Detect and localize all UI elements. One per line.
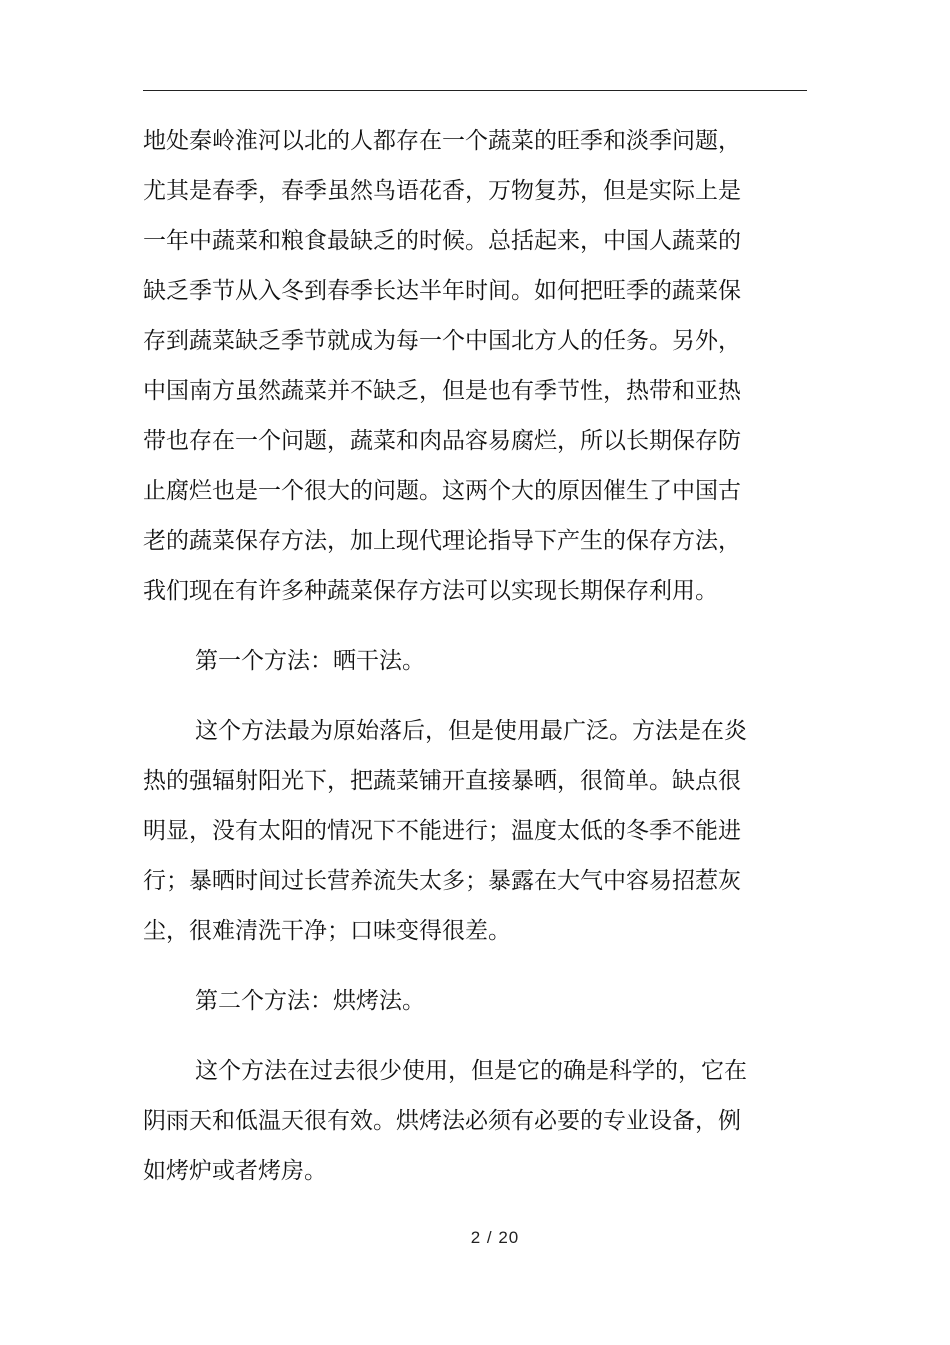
page-number: 2 / 20	[470, 1228, 520, 1247]
text-line: 存到蔬菜缺乏季节就成为每一个中国北方人的任务。另外，	[143, 328, 741, 354]
document-body	[143, 116, 753, 1196]
text-line: 热的强辐射阳光下，把蔬菜铺开直接暴晒，很简单。缺点很	[143, 768, 741, 794]
text-line: 我们现在有许多种蔬菜保存方法可以实现长期保存利用。	[143, 578, 718, 604]
text-line: 行；暴晒时间过长营养流失太多；暴露在大气中容易招惹灰	[143, 868, 741, 894]
heading-line: 第一个方法：晒干法。	[195, 648, 425, 674]
text-line: 如烤炉或者烤房。	[143, 1158, 327, 1184]
heading-line: 第二个方法：烘烤法。	[195, 988, 425, 1014]
text-line: 老的蔬菜保存方法，加上现代理论指导下产生的保存方法，	[143, 528, 741, 554]
text-line: 尤其是春季，春季虽然鸟语花香，万物复苏，但是实际上是	[143, 178, 741, 204]
paragraph-method-1	[143, 706, 753, 956]
text-line: 尘，很难清洗干净；口味变得很差。	[143, 918, 511, 944]
text-line: 这个方法最为原始落后，但是使用最广泛。方法是在炎	[195, 718, 747, 744]
text-line: 明显，没有太阳的情况下不能进行；温度太低的冬季不能进	[143, 818, 741, 844]
text-line: 中国南方虽然蔬菜并不缺乏，但是也有季节性，热带和亚热	[143, 378, 741, 404]
text-line: 止腐烂也是一个很大的问题。这两个大的原因催生了中国古	[143, 478, 741, 504]
text-line: 缺乏季节从入冬到春季长达半年时间。如何把旺季的蔬菜保	[143, 278, 741, 304]
paragraph-intro	[143, 116, 753, 616]
paragraph-method-2	[143, 1046, 753, 1196]
text-line: 一年中蔬菜和粮食最缺乏的时候。总括起来，中国人蔬菜的	[143, 228, 741, 254]
text-line: 带也存在一个问题，蔬菜和肉品容易腐烂，所以长期保存防	[143, 428, 741, 454]
text-line: 这个方法在过去很少使用，但是它的确是科学的，它在	[195, 1058, 747, 1084]
text-line: 地处秦岭淮河以北的人都存在一个蔬菜的旺季和淡季问题，	[143, 128, 741, 154]
section-heading-method-1	[143, 636, 753, 686]
text-line: 阴雨天和低温天很有效。烘烤法必须有必要的专业设备，例	[143, 1108, 741, 1134]
header-rule	[143, 90, 807, 91]
section-heading-method-2	[143, 976, 753, 1026]
